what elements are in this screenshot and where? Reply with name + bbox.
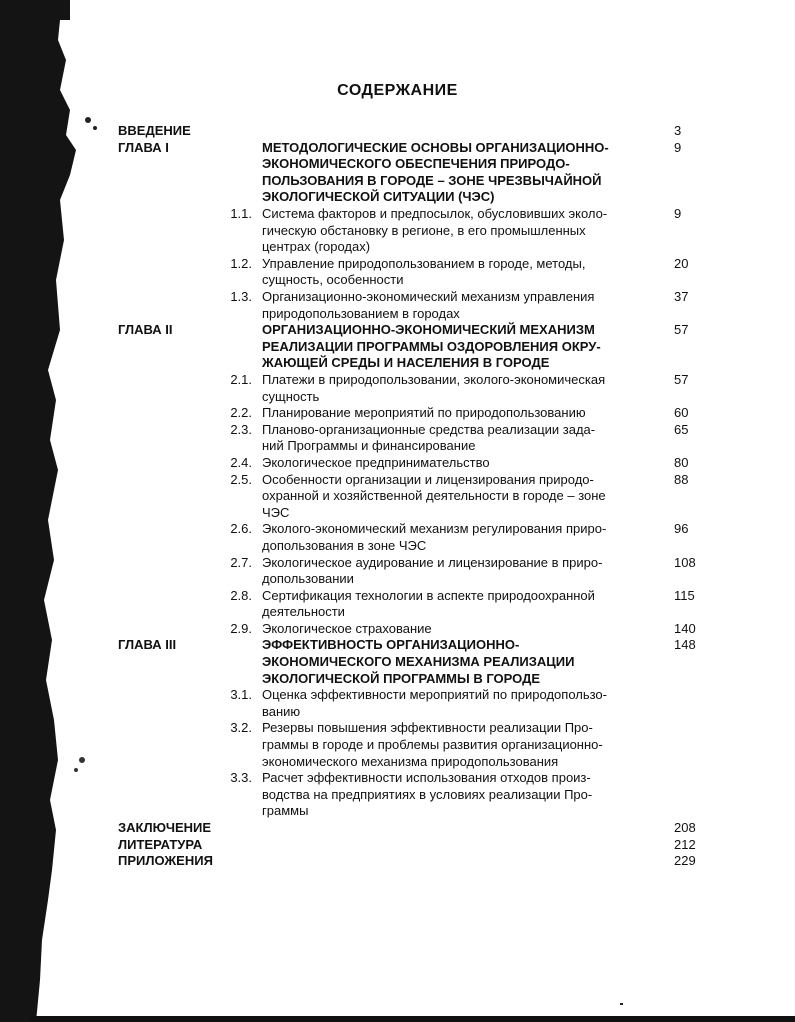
toc-entry-title: Система факторов и предпосылок, обусловивших эколо- гическую обстановку в регионе, в его промышленных центрах (городах): [262, 205, 608, 255]
toc-entry-label: ГЛАВА I: [118, 139, 169, 155]
table-of-contents: [0, 123, 795, 870]
toc-entry-title: Планирование мероприятий по природопользованию: [262, 405, 586, 421]
toc-entry-label: ГЛАВА II: [118, 322, 173, 338]
toc-entry-label: ЗАКЛЮЧЕНИЕ: [118, 820, 212, 836]
toc-entry-page: 20: [674, 255, 689, 271]
toc-entry-page: 208: [674, 820, 696, 836]
toc-entry-number: 3.3.: [230, 770, 252, 786]
toc-entry-number: 3.1.: [230, 687, 252, 703]
toc-entry: [0, 256, 795, 289]
toc-entry-title: Расчет эффективности использования отходов произ- водства на предприятиях в условиях реализации Про- граммы: [262, 770, 593, 819]
toc-entry-number: 2.2.: [230, 405, 252, 421]
toc-entry: [0, 472, 795, 522]
toc-entry-title: МЕТОДОЛОГИЧЕСКИЕ ОСНОВЫ ОРГАНИЗАЦИОННО- ЭКОНОМИЧЕСКОГО ОБЕСПЕЧЕНИЯ ПРИРОДО- ПОЛЬЗОВАНИЯ В ГОРОДЕ – ЗОНЕ ЧРЕЗВЫЧАЙНОЙ ЭКОЛОГИЧЕСКОЙ СИТУАЦИИ (ЧЭС): [262, 139, 609, 205]
toc-entry-page: 229: [674, 853, 696, 869]
toc-entry-title: Планово-организационные средства реализации зада- ний Программы и финансирование: [262, 421, 596, 454]
toc-entry: [0, 770, 795, 820]
toc-entry-title: Сертификация технологии в аспекте природоохранной деятельности: [262, 587, 595, 620]
toc-entry-page: 57: [674, 371, 689, 387]
toc-entry-number: 2.7.: [230, 554, 252, 570]
toc-entry: [0, 588, 795, 621]
toc-entry-page: 108: [674, 554, 696, 570]
toc-entry: [0, 455, 795, 472]
toc-entry: [0, 422, 795, 455]
toc-entry-label: ПРИЛОЖЕНИЯ: [118, 853, 213, 869]
toc-entry-number: 2.1.: [230, 371, 252, 387]
toc-entry-title: Управление природопользованием в городе, методы, сущность, особенности: [262, 255, 586, 288]
scan-speck: [620, 1003, 623, 1005]
toc-entry-page: 148: [674, 637, 696, 653]
toc-entry: [0, 322, 795, 372]
toc-entry-title: Особенности организации и лицензирования природо- охранной и хозяйственной деятельности в городе – зоне ЧЭС: [262, 471, 606, 520]
toc-entry: [0, 123, 795, 140]
toc-entry-title: Эколого-экономический механизм регулирования приро- допользования в зоне ЧЭС: [262, 521, 607, 553]
toc-entry: [0, 621, 795, 638]
toc-entry-page: 115: [674, 587, 695, 603]
toc-entry-page: 96: [674, 521, 689, 537]
toc-entry-number: 1.3.: [230, 288, 252, 304]
toc-entry-title: Экологическое страхование: [262, 620, 432, 636]
toc-entry: [0, 637, 795, 687]
toc-entry-title: Организационно-экономический механизм управления природопользованием в городах: [262, 288, 595, 321]
toc-entry-label: ЛИТЕРАТУРА: [118, 836, 203, 852]
toc-entry-page: 65: [674, 421, 689, 437]
toc-entry-title: Резервы повышения эффективности реализации Про- граммы в городе и проблемы развития организационно- экономического механизма природопользования: [262, 720, 603, 769]
toc-entry-number: 2.4.: [230, 454, 252, 470]
toc-entry-number: 2.5.: [230, 471, 252, 487]
toc-entry-number: 2.9.: [230, 620, 252, 636]
toc-entry-page: 9: [674, 139, 682, 155]
toc-entry-page: 88: [674, 471, 689, 487]
toc-entry-number: 3.2.: [230, 720, 252, 736]
toc-entry-page: 3: [674, 123, 682, 138]
toc-entry-number: 2.6.: [230, 521, 252, 537]
toc-entry-title: Экологическое аудирование и лицензирование в приро- допользовании: [262, 554, 603, 587]
toc-entry: [0, 372, 795, 405]
toc-entry: [0, 206, 795, 256]
toc-entry-page: 57: [674, 322, 689, 338]
toc-entry-title: Экологическое предпринимательство: [262, 454, 490, 470]
toc-entry-title: Оценка эффективности мероприятий по природопользо- ванию: [262, 687, 607, 719]
toc-entry-page: 212: [674, 836, 696, 852]
toc-entry-page: 140: [674, 620, 696, 636]
toc-entry: [0, 289, 795, 322]
toc-entry: [0, 405, 795, 422]
toc-entry: [0, 720, 795, 770]
toc-entry: [0, 853, 795, 870]
toc-entry: [0, 521, 795, 554]
toc-entry-page: 9: [674, 205, 682, 221]
toc-entry: [0, 140, 795, 206]
toc-entry: [0, 837, 795, 854]
toc-entry-number: 2.3.: [230, 421, 252, 437]
toc-entry-number: 2.8.: [230, 587, 252, 603]
toc-entry: [0, 820, 795, 837]
toc-entry-page: 60: [674, 405, 689, 421]
toc-entry-label: ВВЕДЕНИЕ: [118, 123, 191, 138]
page-title: СОДЕРЖАНИЕ: [337, 82, 458, 99]
toc-entry: [0, 687, 795, 720]
toc-entry-number: 1.1.: [230, 205, 252, 221]
toc-entry-title: Платежи в природопользовании, эколого-экономическая сущность: [262, 371, 606, 404]
toc-entry: [0, 555, 795, 588]
toc-entry-label: ГЛАВА III: [118, 637, 177, 653]
toc-entry-title: ОРГАНИЗАЦИОННО-ЭКОНОМИЧЕСКИЙ МЕХАНИЗМ РЕАЛИЗАЦИИ ПРОГРАММЫ ОЗДОРОВЛЕНИЯ ОКРУ- ЖАЮЩЕЙ СРЕДЫ И НАСЕЛЕНИЯ В ГОРОДЕ: [262, 322, 601, 371]
toc-entry-title: ЭФФЕКТИВНОСТЬ ОРГАНИЗАЦИОННО- ЭКОНОМИЧЕСКОГО МЕХАНИЗМА РЕАЛИЗАЦИИ ЭКОЛОГИЧЕСКОЙ ПРОГРАММЫ В ГОРОДЕ: [262, 637, 575, 686]
toc-entry-number: 1.2.: [230, 255, 252, 271]
toc-entry-page: 37: [674, 288, 689, 304]
scan-bottom-edge: [30, 1016, 795, 1022]
toc-entry-page: 80: [674, 454, 689, 470]
